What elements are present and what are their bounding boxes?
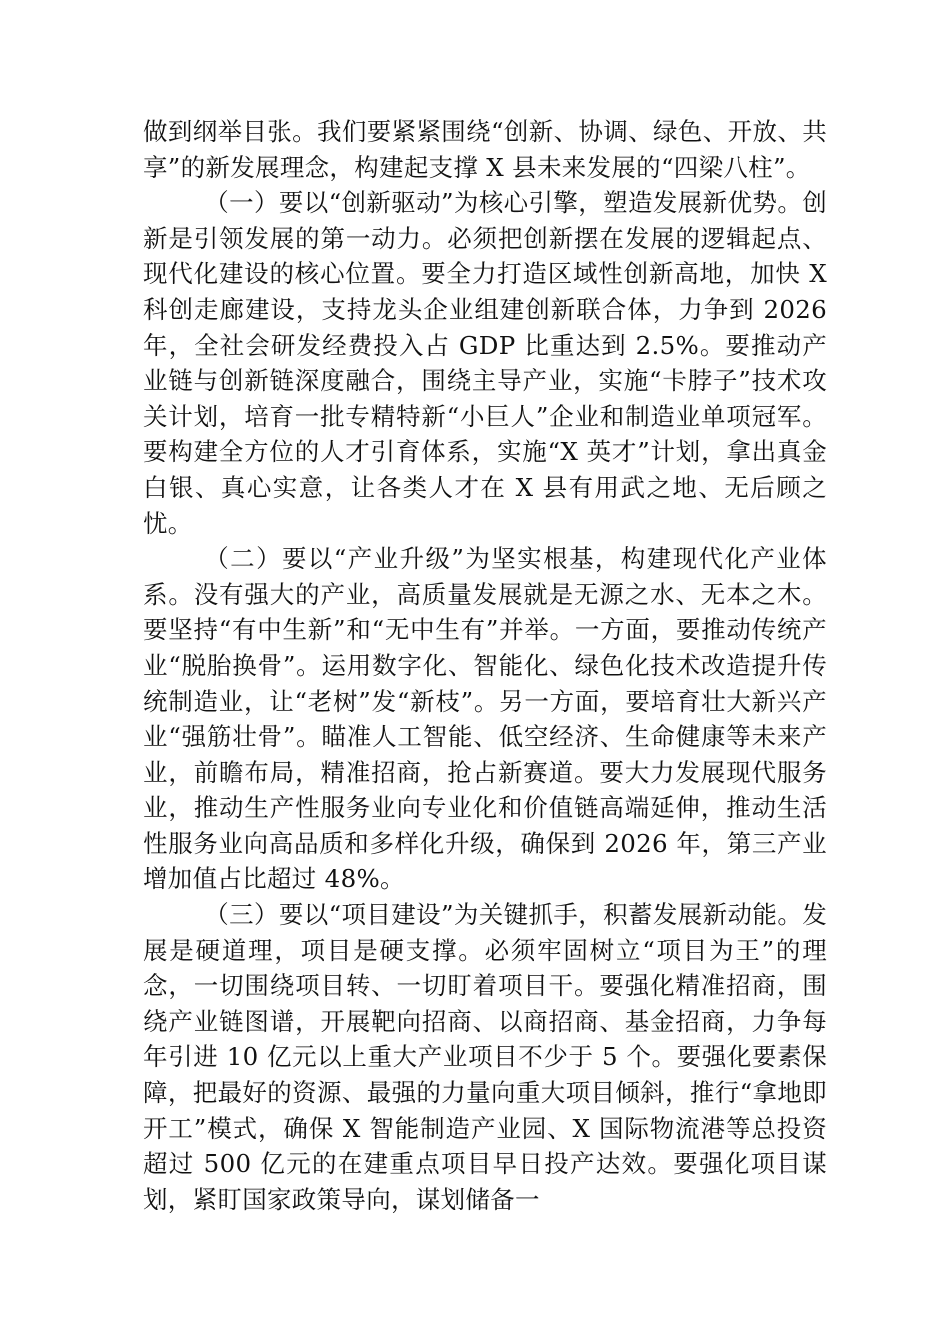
document-body xyxy=(143,114,827,1217)
paragraph-projects: （三）要以“项目建设”为关键抓手，积蓄发展新动能。发展是硬道理，项目是硬支撑。必须牢固树立“项目为王”的理念，一切围绕项目转、一切盯着项目干。要强化精准招商，围绕产业链图谱，开展靶向招商、以商招商、基金招商，力争每年引进 10 亿元以上重大产业项目不少于 5 个。要强化要素保障，把最好的资源、最强的力量向重大项目倾斜，推行“拿地即开工”模式，确保 X 智能制造产业园、X 国际物流港等总投资超过 500 亿元的在建重点项目早日投产达效。要强化项目谋划，紧盯国家政策导向，谋划储备一 xyxy=(143,900,827,1214)
paragraph-innovation: （一）要以“创新驱动”为核心引擎，塑造发展新优势。创新是引领发展的第一动力。必须把创新摆在发展的逻辑起点、现代化建设的核心位置。要全力打造区域性创新高地，加快 X 科创走廊建设，支持龙头企业组建创新联合体，力争到 2026 年，全社会研发经费投入占 GDP 比重达到 2.5%。要推动产业链与创新链深度融合，围绕主导产业，实施“卡脖子”技术攻关计划，培育一批专精特新“小巨人”企业和制造业单项冠军。要构建全方位的人才引育体系，实施“X 英才”计划，拿出真金白银、真心实意，让各类人才在 X 县有用武之地、无后顾之忧。 xyxy=(143,188,827,538)
paragraph-intro: 做到纲举目张。我们要紧紧围绕“创新、协调、绿色、开放、共享”的新发展理念，构建起支撑 X 县未来发展的“四梁八柱”。 xyxy=(143,117,827,182)
paragraph-industry: （二）要以“产业升级”为坚实根基，构建现代化产业体系。没有强大的产业，高质量发展就是无源之水、无本之木。要坚持“有中生新”和“无中生有”并举。一方面，要推动传统产业“脱胎换骨”。运用数字化、智能化、绿色化技术改造提升传统制造业，让“老树”发“新枝”。另一方面，要培育壮大新兴产业“强筋壮骨”。瞄准人工智能、低空经济、生命健康等未来产业，前瞻布局，精准招商，抢占新赛道。要大力发展现代服务业，推动生产性服务业向专业化和价值链高端延伸，推动生活性服务业向高品质和多样化升级，确保到 2026 年，第三产业增加值占比超过 48%。 xyxy=(143,544,827,894)
